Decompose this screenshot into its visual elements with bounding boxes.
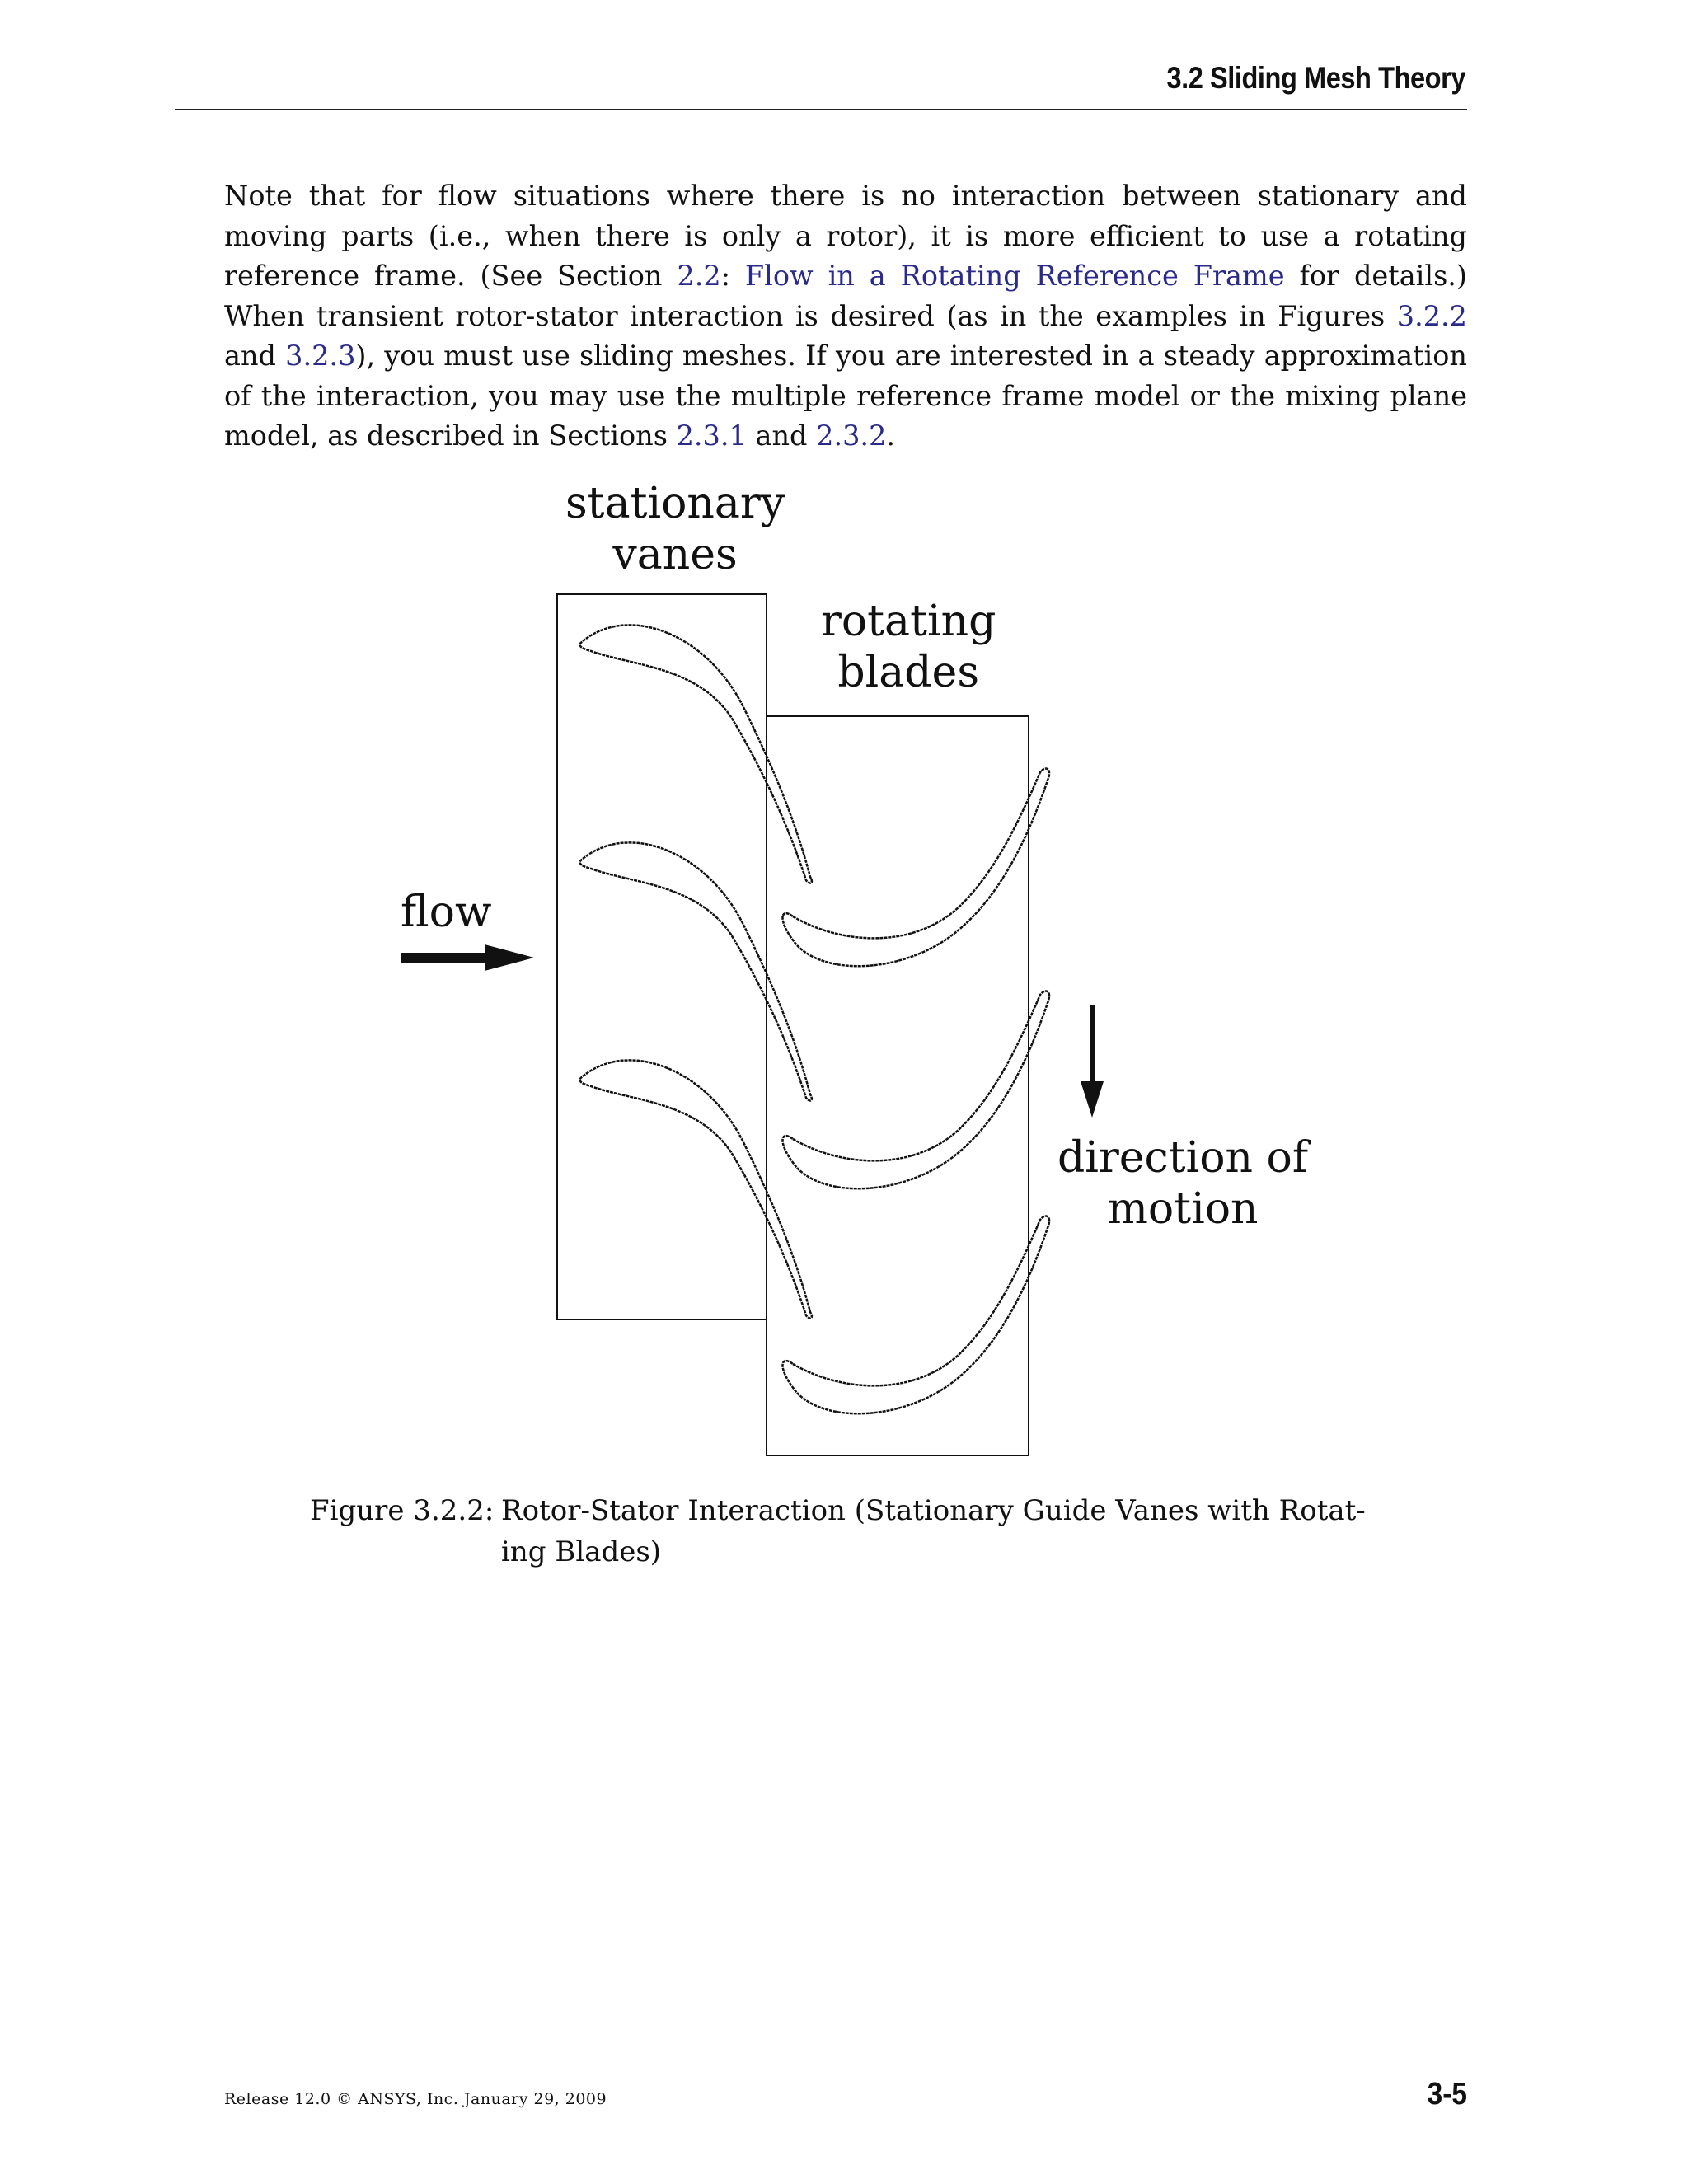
text-segment: Note that for flow situations where there is no interaction between stationary and moving parts (i.e., when there is only a rotor), it is more efficient to use a rotating reference frame. (See Section: [224, 180, 1467, 292]
stationary-vane: [580, 1060, 812, 1318]
text-segment: ), you must use sliding meshes. If you are interested in a steady approximation of the interaction, you may use the multiple reference frame model or the mixing plane model, as described in Sections: [224, 340, 1467, 452]
flow-label: flow: [401, 888, 492, 937]
release-footer: Release 12.0 © ANSYS, Inc. January 29, 2009: [224, 2090, 607, 2108]
link-flow-rotating-frame[interactable]: Flow in a Rotating Reference Frame: [744, 260, 1285, 292]
section-link-2-3-1[interactable]: 2.3.1: [676, 419, 747, 452]
text-segment: and: [746, 419, 817, 452]
section-link-2-2[interactable]: 2.2: [677, 260, 721, 292]
rotating-blades-label: rotating blades: [821, 597, 996, 697]
text-segment: .: [886, 419, 896, 452]
text-segment: :: [720, 260, 745, 292]
figure-link-3-2-2[interactable]: 3.2.2: [1396, 299, 1467, 332]
rotating-blade: [783, 1216, 1050, 1414]
figure-caption-text: Rotor-Stator Interaction (Stationary Guide Vanes with Rotat-ing Blades): [501, 1494, 1366, 1568]
rotating-blade: [783, 991, 1050, 1189]
section-link-2-3-2[interactable]: 2.3.2: [816, 419, 887, 452]
text-segment: and: [224, 340, 286, 372]
flow-arrow: [401, 944, 534, 971]
page-number: 3-5: [1427, 2077, 1467, 2111]
text-segment: for details.) When transient rotor-stator interaction is desired (as in the examples in Figures: [224, 260, 1467, 332]
stationary-vanes-label: stationary vanes: [565, 479, 785, 579]
rotating-blade: [783, 769, 1050, 967]
running-header: 3.2 Sliding Mesh Theory: [1166, 61, 1465, 95]
figure-number: Figure 3.2.2:: [310, 1494, 495, 1527]
motion-arrow: [1081, 1005, 1104, 1118]
stationary-domain-box: [557, 594, 767, 1319]
figure-link-3-2-3[interactable]: 3.2.3: [285, 340, 356, 372]
direction-of-motion-label: direction of motion: [1057, 1133, 1309, 1234]
